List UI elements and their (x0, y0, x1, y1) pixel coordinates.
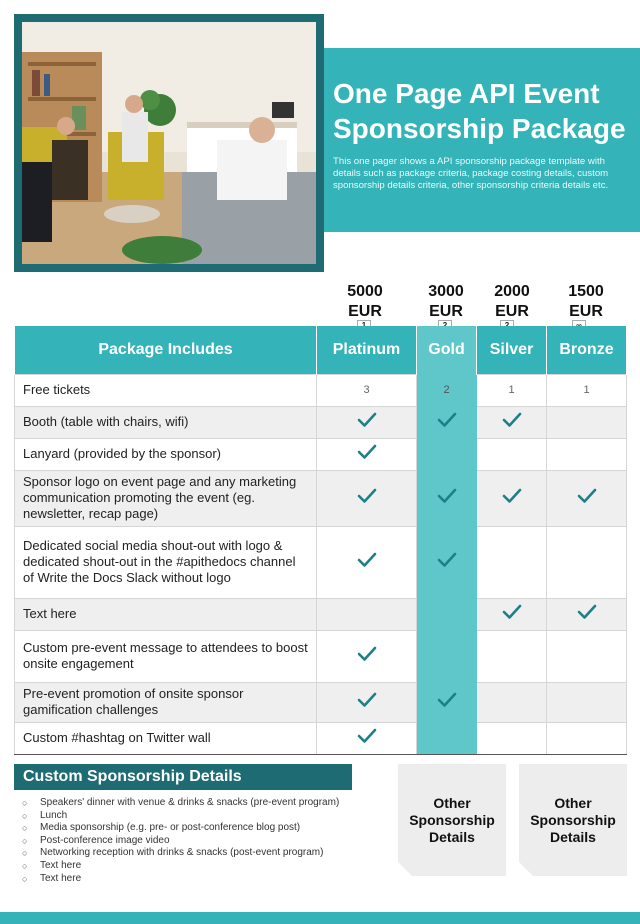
checkmark-icon (357, 692, 377, 708)
check-cell (477, 438, 547, 470)
list-item-text: Speakers' dinner with venue & drinks & snacks (pre-event program) (40, 797, 340, 808)
price-amount: 3000 (428, 283, 464, 300)
list-item-text: Networking reception with drinks & snacks (post-event program) (40, 847, 324, 859)
circle-bullet-icon: ○ (22, 798, 28, 808)
check-cell (317, 630, 417, 682)
check-cell (417, 438, 477, 470)
check-cell (547, 406, 627, 438)
custom-sponsorship-list (22, 797, 352, 885)
list-item (22, 873, 352, 886)
check-cell (547, 722, 627, 754)
package-table (14, 326, 627, 755)
photo-frame (14, 14, 324, 272)
row-label: Booth (table with chairs, wifi) (15, 406, 317, 438)
check-cell (477, 406, 547, 438)
check-cell (317, 438, 417, 470)
check-cell (477, 722, 547, 754)
check-cell (477, 630, 547, 682)
circle-bullet-icon: ○ (22, 848, 28, 859)
check-cell (547, 470, 627, 526)
list-item-text: Media sponsorship (e.g. pre- or post-conference blog post) (40, 822, 301, 834)
row-label: Free tickets (15, 374, 317, 406)
ticket-count: 1 (547, 374, 627, 406)
other-sponsorship-label: Other Sponsorship Details (530, 794, 616, 845)
table-row (15, 374, 627, 406)
checkmark-icon (577, 604, 597, 620)
price-label (333, 282, 397, 322)
check-cell (317, 406, 417, 438)
other-sponsorship-box (398, 764, 506, 876)
hero-banner (324, 48, 640, 232)
check-cell (477, 470, 547, 526)
table-row (15, 630, 627, 682)
table-row (15, 470, 627, 526)
price-currency: EUR (569, 303, 603, 320)
header-silver: Silver (477, 326, 547, 374)
checkmark-icon (577, 488, 597, 504)
check-cell (547, 526, 627, 598)
price-amount: 2000 (494, 283, 530, 300)
checkmark-icon (357, 646, 377, 662)
circle-bullet-icon: ○ (22, 860, 28, 871)
circle-bullet-icon: ○ (22, 823, 28, 834)
check-cell (317, 682, 417, 722)
check-cell (317, 722, 417, 754)
page-title: One Page API Event Sponsorship Package (333, 78, 626, 144)
list-item (22, 822, 352, 835)
checkmark-icon (502, 412, 522, 428)
page-fold-corner (398, 862, 412, 876)
check-cell (417, 470, 477, 526)
ticket-count: 2 (417, 374, 477, 406)
check-cell (417, 406, 477, 438)
check-cell (317, 598, 417, 630)
check-cell (477, 682, 547, 722)
checkmark-icon (357, 728, 377, 744)
table-row (15, 438, 627, 470)
footer-bar (0, 912, 640, 924)
checkmark-icon (437, 552, 457, 568)
row-label: Sponsor logo on event page and any marketing communication promoting the event (eg. newsletter, recap page) (15, 470, 317, 526)
ticket-count: 1 (477, 374, 547, 406)
custom-sponsorship-heading: Custom Sponsorship Details (14, 764, 352, 790)
price-amount: 5000 (347, 283, 383, 300)
list-item-text: Text here (40, 872, 82, 884)
list-item (22, 860, 352, 873)
page-fold-corner (519, 862, 533, 876)
row-label: Lanyard (provided by the sponsor) (15, 438, 317, 470)
list-item (22, 847, 352, 860)
check-cell (317, 470, 417, 526)
list-item-text: Lunch (40, 809, 68, 821)
checkmark-icon (502, 488, 522, 504)
price-currency: EUR (429, 303, 463, 320)
check-cell (417, 526, 477, 598)
header-gold: Gold (417, 326, 477, 374)
checkmark-icon (357, 412, 377, 428)
row-label: Custom pre-event message to attendees to boost onsite engagement (15, 630, 317, 682)
price-label (414, 282, 478, 322)
list-item (22, 797, 352, 810)
checkmark-icon (357, 552, 377, 568)
check-cell (477, 526, 547, 598)
row-label: Custom #hashtag on Twitter wall (15, 722, 317, 754)
row-label: Dedicated social media shout-out with logo & dedicated shout-out in the #apithedocs channel of Write the Docs Slack without logo (15, 526, 317, 598)
check-cell (417, 722, 477, 754)
page-description: This one pager shows a API sponsorship package template with details such as package criteria, package costing details, custom sponsorship details criteria, other sponsorship criteria details etc. (333, 156, 609, 191)
list-item-text: Text here (40, 859, 82, 871)
circle-bullet-icon: ○ (22, 835, 28, 846)
check-cell (547, 438, 627, 470)
ticket-count: 3 (317, 374, 417, 406)
check-cell (547, 598, 627, 630)
circle-bullet-icon: ○ (22, 873, 28, 884)
row-label: Text here (15, 598, 317, 630)
checkmark-icon (437, 488, 457, 504)
table-header-row (15, 326, 627, 374)
header-bronze: Bronze (547, 326, 627, 374)
other-sponsorship-label: Other Sponsorship Details (409, 794, 495, 845)
other-sponsorship-box (519, 764, 627, 876)
row-label: Pre-event promotion of onsite sponsor gamification challenges (15, 682, 317, 722)
checkmark-icon (437, 692, 457, 708)
price-currency: EUR (348, 303, 382, 320)
table-row (15, 722, 627, 754)
price-label (554, 282, 618, 322)
table-row (15, 406, 627, 438)
check-cell (417, 598, 477, 630)
meeting-photo (22, 22, 316, 264)
table-row (15, 598, 627, 630)
check-cell (317, 526, 417, 598)
header-platinum: Platinum (317, 326, 417, 374)
header-package-includes: Package Includes (15, 326, 317, 374)
price-currency: EUR (495, 303, 529, 320)
checkmark-icon (357, 444, 377, 460)
check-cell (547, 682, 627, 722)
table-row (15, 526, 627, 598)
checkmark-icon (502, 604, 522, 620)
check-cell (417, 682, 477, 722)
price-label (480, 282, 544, 322)
table-row (15, 682, 627, 722)
list-item (22, 810, 352, 823)
circle-bullet-icon: ○ (22, 810, 28, 821)
check-cell (417, 630, 477, 682)
list-item (22, 835, 352, 848)
check-cell (477, 598, 547, 630)
checkmark-icon (437, 412, 457, 428)
list-item-text: Post-conference image video (40, 834, 170, 846)
price-amount: 1500 (568, 283, 604, 300)
checkmark-icon (357, 488, 377, 504)
check-cell (547, 630, 627, 682)
